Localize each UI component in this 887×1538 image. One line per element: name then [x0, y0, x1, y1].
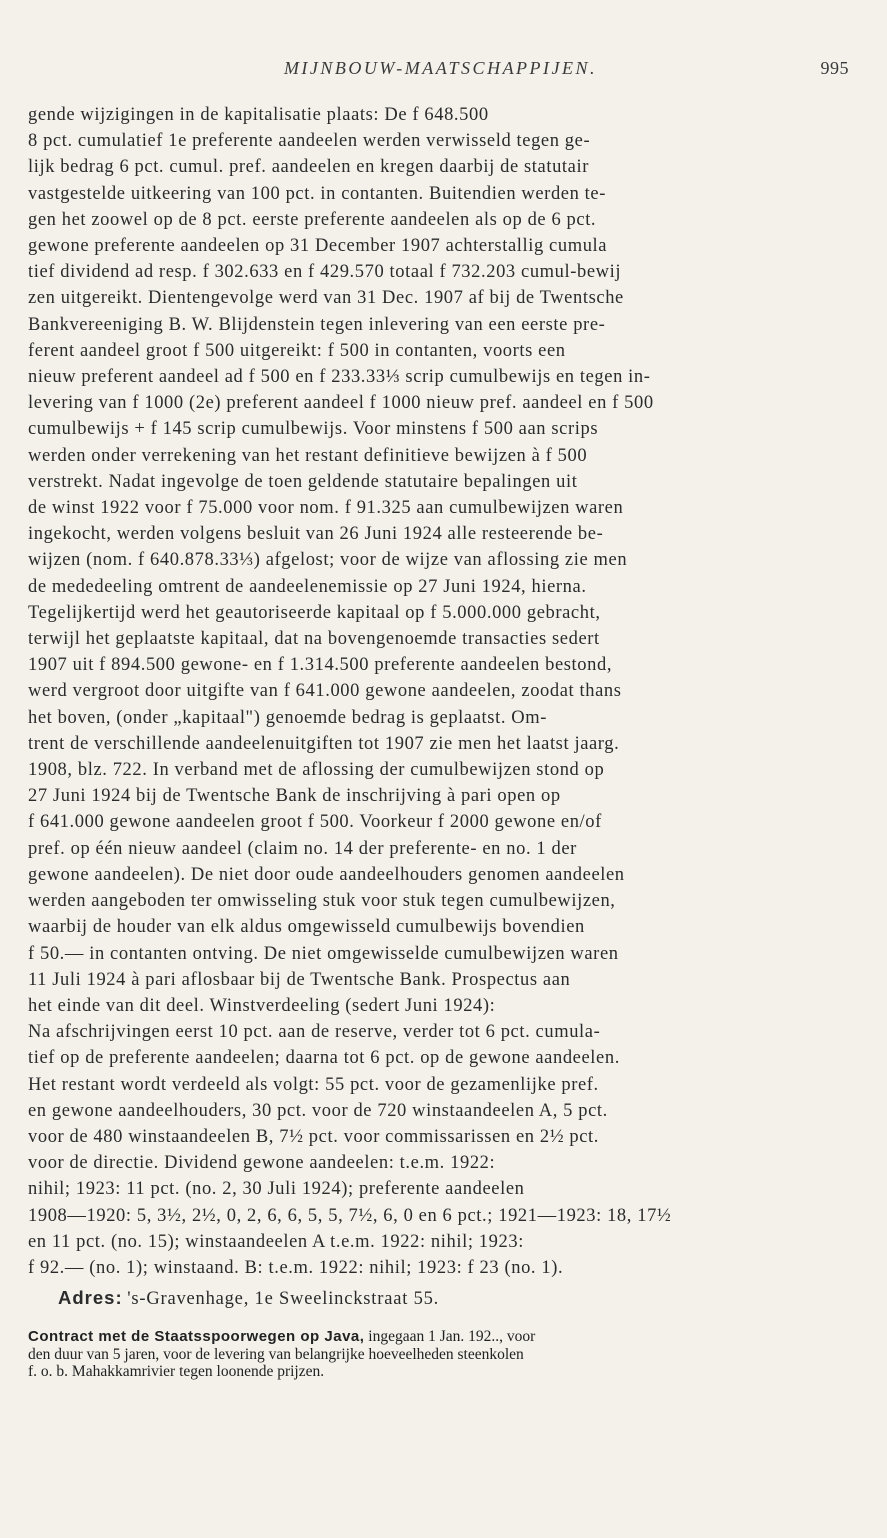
body-line: voor de 480 winstaandeelen B, 7½ pct. voor commissarissen en 2½ pct.: [28, 1126, 600, 1147]
body-line: werden aangeboden ter omwisseling stuk voor stuk tegen cumulbewijzen,: [28, 891, 616, 912]
address-line: [58, 1285, 853, 1312]
body-line: het einde van dit deel. Winstverdeeling (sedert Juni 1924):: [28, 995, 496, 1016]
body-line: 1908, blz. 722. In verband met de aflossing der cumulbewijzen stond op: [28, 760, 605, 781]
body-line: levering van f 1000 (2e) preferent aandeel f 1000 nieuw pref. aandeel en f 500: [28, 393, 654, 414]
body-line: werden onder verrekening van het restant definitieve bewijzen à f 500: [28, 445, 588, 466]
running-title: MIJNBOUW-MAATSCHAPPIJEN.: [283, 58, 598, 78]
body-line: 8 pct. cumulatief 1e preferente aandeelen werden verwisseld tegen ge-: [28, 131, 591, 152]
body-paragraph: [28, 102, 853, 1281]
body-line: lijk bedrag 6 pct. cumul. pref. aandeelen en kregen daarbij de statutair: [28, 157, 589, 178]
body-line: Het restant wordt verdeeld als volgt: 55 pct. voor de gezamenlijke pref.: [28, 1074, 599, 1095]
body-line: tief dividend ad resp. f 302.633 en f 429.570 totaal f 732.203 cumul-bewij: [28, 262, 622, 283]
body-line: f 641.000 gewone aandeelen groot f 500. Voorkeur f 2000 gewone en/of: [28, 812, 602, 833]
body-line: 11 Juli 1924 à pari aflosbaar bij de Twentsche Bank. Prospectus aan: [28, 969, 571, 990]
body-line: f 92.— (no. 1); winstaand. B: t.e.m. 1922: nihil; 1923: f 23 (no. 1).: [28, 1257, 564, 1278]
body-line: wijzen (nom. f 640.878.33⅓) afgelost; voor de wijze van aflossing zie men: [28, 550, 628, 571]
body-line: ingekocht, werden volgens besluit van 26 Juni 1924 alle resteerende be-: [28, 524, 604, 545]
contract-lead: Contract met de Staatsspoorwegen op Java,: [28, 1328, 365, 1346]
body-line: gewone aandeelen). De niet door oude aandeelhouders genomen aandeelen: [28, 864, 625, 885]
contract-line-2: den duur van 5 jaren, voor de levering van belangrijke hoeveelheden steenkolen: [28, 1345, 524, 1363]
body-line: zen uitgereikt. Dientengevolge werd van 31 Dec. 1907 af bij de Twentsche: [28, 288, 624, 309]
contract-line-3: f. o. b. Mahakkamrivier tegen loonende prijzen.: [28, 1363, 325, 1381]
body-line: 1908—1920: 5, 3½, 2½, 0, 2, 6, 6, 5, 5, 7½, 6, 0 en 6 pct.; 1921—1923: 18, 17½: [28, 1205, 672, 1226]
contract-line-1-rest: ingegaan 1 Jan. 192.., voor: [364, 1328, 536, 1346]
body-line: verstrekt. Nadat ingevolge de toen geldende statutaire bepalingen uit: [28, 471, 578, 492]
body-line: waarbij de houder van elk aldus omgewisseld cumulbewijs bovendien: [28, 917, 585, 938]
body-line: de winst 1922 voor f 75.000 voor nom. f 91.325 aan cumulbewijzen waren: [28, 498, 624, 519]
page-number: 995: [820, 58, 849, 78]
body-line: de mededeeling omtrent de aandeelenemissie op 27 Juni 1924, hierna.: [28, 576, 587, 597]
address-value: 's-Gravenhage, 1e Sweelinckstraat 55.: [127, 1289, 440, 1310]
body-line: cumulbewijs + f 145 scrip cumulbewijs. Voor minstens f 500 aan scrips: [28, 419, 599, 440]
body-line: nieuw preferent aandeel ad f 500 en f 233.33⅓ scrip cumulbewijs en tegen in-: [28, 367, 651, 388]
body-line: en 11 pct. (no. 15); winstaandeelen A t.e.m. 1922: nihil; 1923:: [28, 1231, 524, 1252]
body-line: voor de directie. Dividend gewone aandeelen: t.e.m. 1922:: [28, 1153, 496, 1174]
body-line: pref. op één nieuw aandeel (claim no. 14 der preferente- en no. 1 der: [28, 838, 577, 859]
body-line: 1907 uit f 894.500 gewone- en f 1.314.500 preferente aandeelen bestond,: [28, 655, 613, 676]
body-line: gen het zoowel op de 8 pct. eerste preferente aandeelen als op de 6 pct.: [28, 209, 597, 230]
body-line: Na afschrijvingen eerst 10 pct. aan de reserve, verder tot 6 pct. cumula-: [28, 1022, 601, 1043]
body-line: het boven, (onder „kapitaal") genoemde bedrag is geplaatst. Om-: [28, 707, 547, 728]
body-line: ferent aandeel groot f 500 uitgereikt: f 500 in contanten, voorts een: [28, 340, 566, 361]
body-line: gende wijzigingen in de kapitalisatie plaats: De f 648.500: [28, 105, 489, 125]
body-line: tief op de preferente aandeelen; daarna tot 6 pct. op de gewone aandeelen.: [28, 1048, 620, 1069]
running-head: [28, 58, 853, 88]
body-line: vastgestelde uitkeering van 100 pct. in contanten. Buitendien werden te-: [28, 183, 606, 204]
body-line: gewone preferente aandeelen op 31 December 1907 achterstallig cumula: [28, 236, 608, 257]
body-line: nihil; 1923: 11 pct. (no. 2, 30 Juli 1924); preferente aandeelen: [28, 1179, 525, 1200]
body-line: trent de verschillende aandeelenuitgiften tot 1907 zie men het laatst jaarg.: [28, 733, 620, 754]
body-line: Bankvereeniging B. W. Blijdenstein tegen inlevering van een eerste pre-: [28, 314, 606, 335]
body-line: Tegelijkertijd werd het geautoriseerde kapitaal op f 5.000.000 gebracht,: [28, 602, 601, 623]
body-line: 27 Juni 1924 bij de Twentsche Bank de inschrijving à pari open op: [28, 786, 561, 807]
body-line: terwijl het geplaatste kapitaal, dat na bovengenoemde transacties sedert: [28, 629, 600, 650]
body-line: werd vergroot door uitgifte van f 641.000 gewone aandeelen, zoodat thans: [28, 681, 622, 702]
contract-note: [28, 1328, 853, 1381]
contract-line-1: [28, 1328, 853, 1346]
address-label: Adres:: [58, 1287, 123, 1309]
body-line: f 50.— in contanten ontving. De niet omgewisselde cumulbewijzen waren: [28, 943, 619, 964]
body-line: en gewone aandeelhouders, 30 pct. voor de 720 winstaandeelen A, 5 pct.: [28, 1100, 608, 1121]
